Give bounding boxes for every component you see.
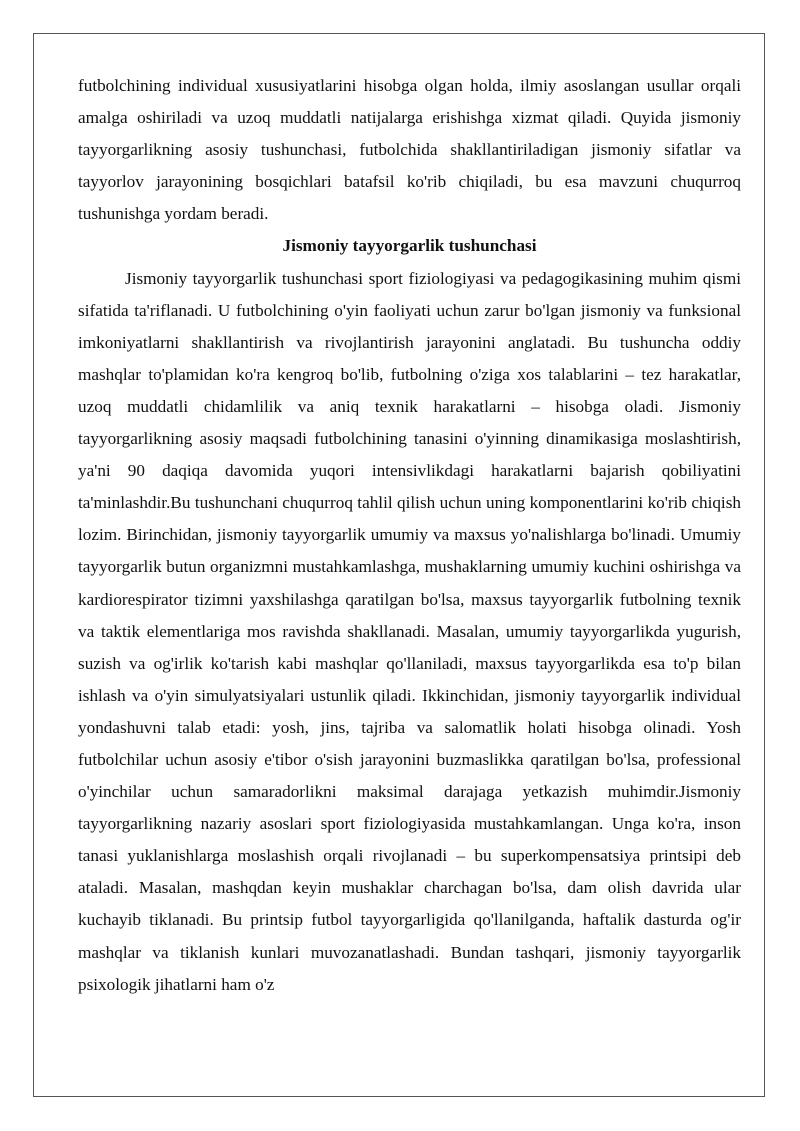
intro-paragraph: futbolchining individual xususiyatlarini hisobga olgan holda, ilmiy asoslangan usullar orqali amalga oshiriladi va uzoq muddatli natijalarga erishishga xizmat qiladi. Quyida jismoniy tayyorgarlikning asosiy tushunchasi, futbolchida shakllantiriladigan jismoniy sifatlar va tayyorlov jarayonining bosqichlari batafsil ko'rib chiqiladi, bu esa mavzuni chuqurroq tushunishga yordam beradi. (78, 76, 741, 224)
body-paragraph: Jismoniy tayyorgarlik tushunchasi sport fiziologiyasi va pedagogikasining muhim qismi sifatida ta'riflanadi. U futbolchining o'yin faoliyati uchun zarur bo'lgan jismoniy va funksional imkoniyatlarni shakllantirish va rivojlantirish jarayonini anglatadi. Bu tushuncha oddiy mashqlar to'plamidan ko'ra kengroq bo'lib, futbolning o'ziga xos talablarini – tez harakatlar, uzoq muddatli chidamlilik va aniq texnik harakatlarni – hisobga oladi. Jismoniy tayyorgarlikning asosiy maqsadi futbolchining tanasini o'yinning dinamikasiga moslashtirish, ya'ni 90 daqiqa davomida yuqori intensivlikdagi harakatlarni bajarish qobiliyatini ta'minlashdir.Bu tushunchani chuqurroq tahlil qilish uchun uning komponentlarini ko'rib chiqish lozim. Birinchidan, jismoniy tayyorgarlik umumiy va maxsus yo'nalishlarga bo'linadi. Umumiy tayyorgarlik butun organizmni mustahkamlashga, mushaklarning umumiy kuchini oshirishga va kardiorespirator tizimni yaxshilashga qaratilgan bo'lsa, maxsus tayyorgarlik futbolning texnik va taktik elementlariga mos ravishda shakllanadi. Masalan, umumiy tayyorgarlikda yugurish, suzish va og'irlik ko'tarish kabi mashqlar qo'llaniladi, maxsus tayyorgarlikda esa to'p bilan ishlash va o'yin simulyatsiyalari ustunlik qiladi. Ikkinchidan, jismoniy tayyorgarlik individual yondashuvni talab etadi: yosh, jins, tajriba va salomatlik holati hisobga olinadi. Yosh futbolchilar uchun asosiy e'tibor o'sish jarayonini buzmaslikka qaratilgan bo'lsa, professional o'yinchilar uchun samaradorlikni maksimal darajaga yetkazish muhimdir.Jismoniy tayyorgarlikning nazariy asoslari sport fiziologiyasida mustahkamlangan. Unga ko'ra, inson tanasi yuklanishlarga moslashish orqali rivojlanadi – bu superkompensatsiya printsipi deb ataladi. Masalan, mashqdan keyin mushaklar charchagan bo'lsa, dam olish davrida ular kuchayib tiklanadi. Bu printsip futbol tayyorgarligida qo'llanilganda, haftalik dasturda og'ir mashqlar va tiklanish kunlari muvozanatlashadi. Bundan tashqari, jismoniy tayyorgarlik psixologik jihatlarni ham o'z (78, 268, 741, 994)
document-body (78, 70, 741, 1001)
section-heading: Jismoniy tayyorgarlik tushunchasi (282, 236, 537, 256)
